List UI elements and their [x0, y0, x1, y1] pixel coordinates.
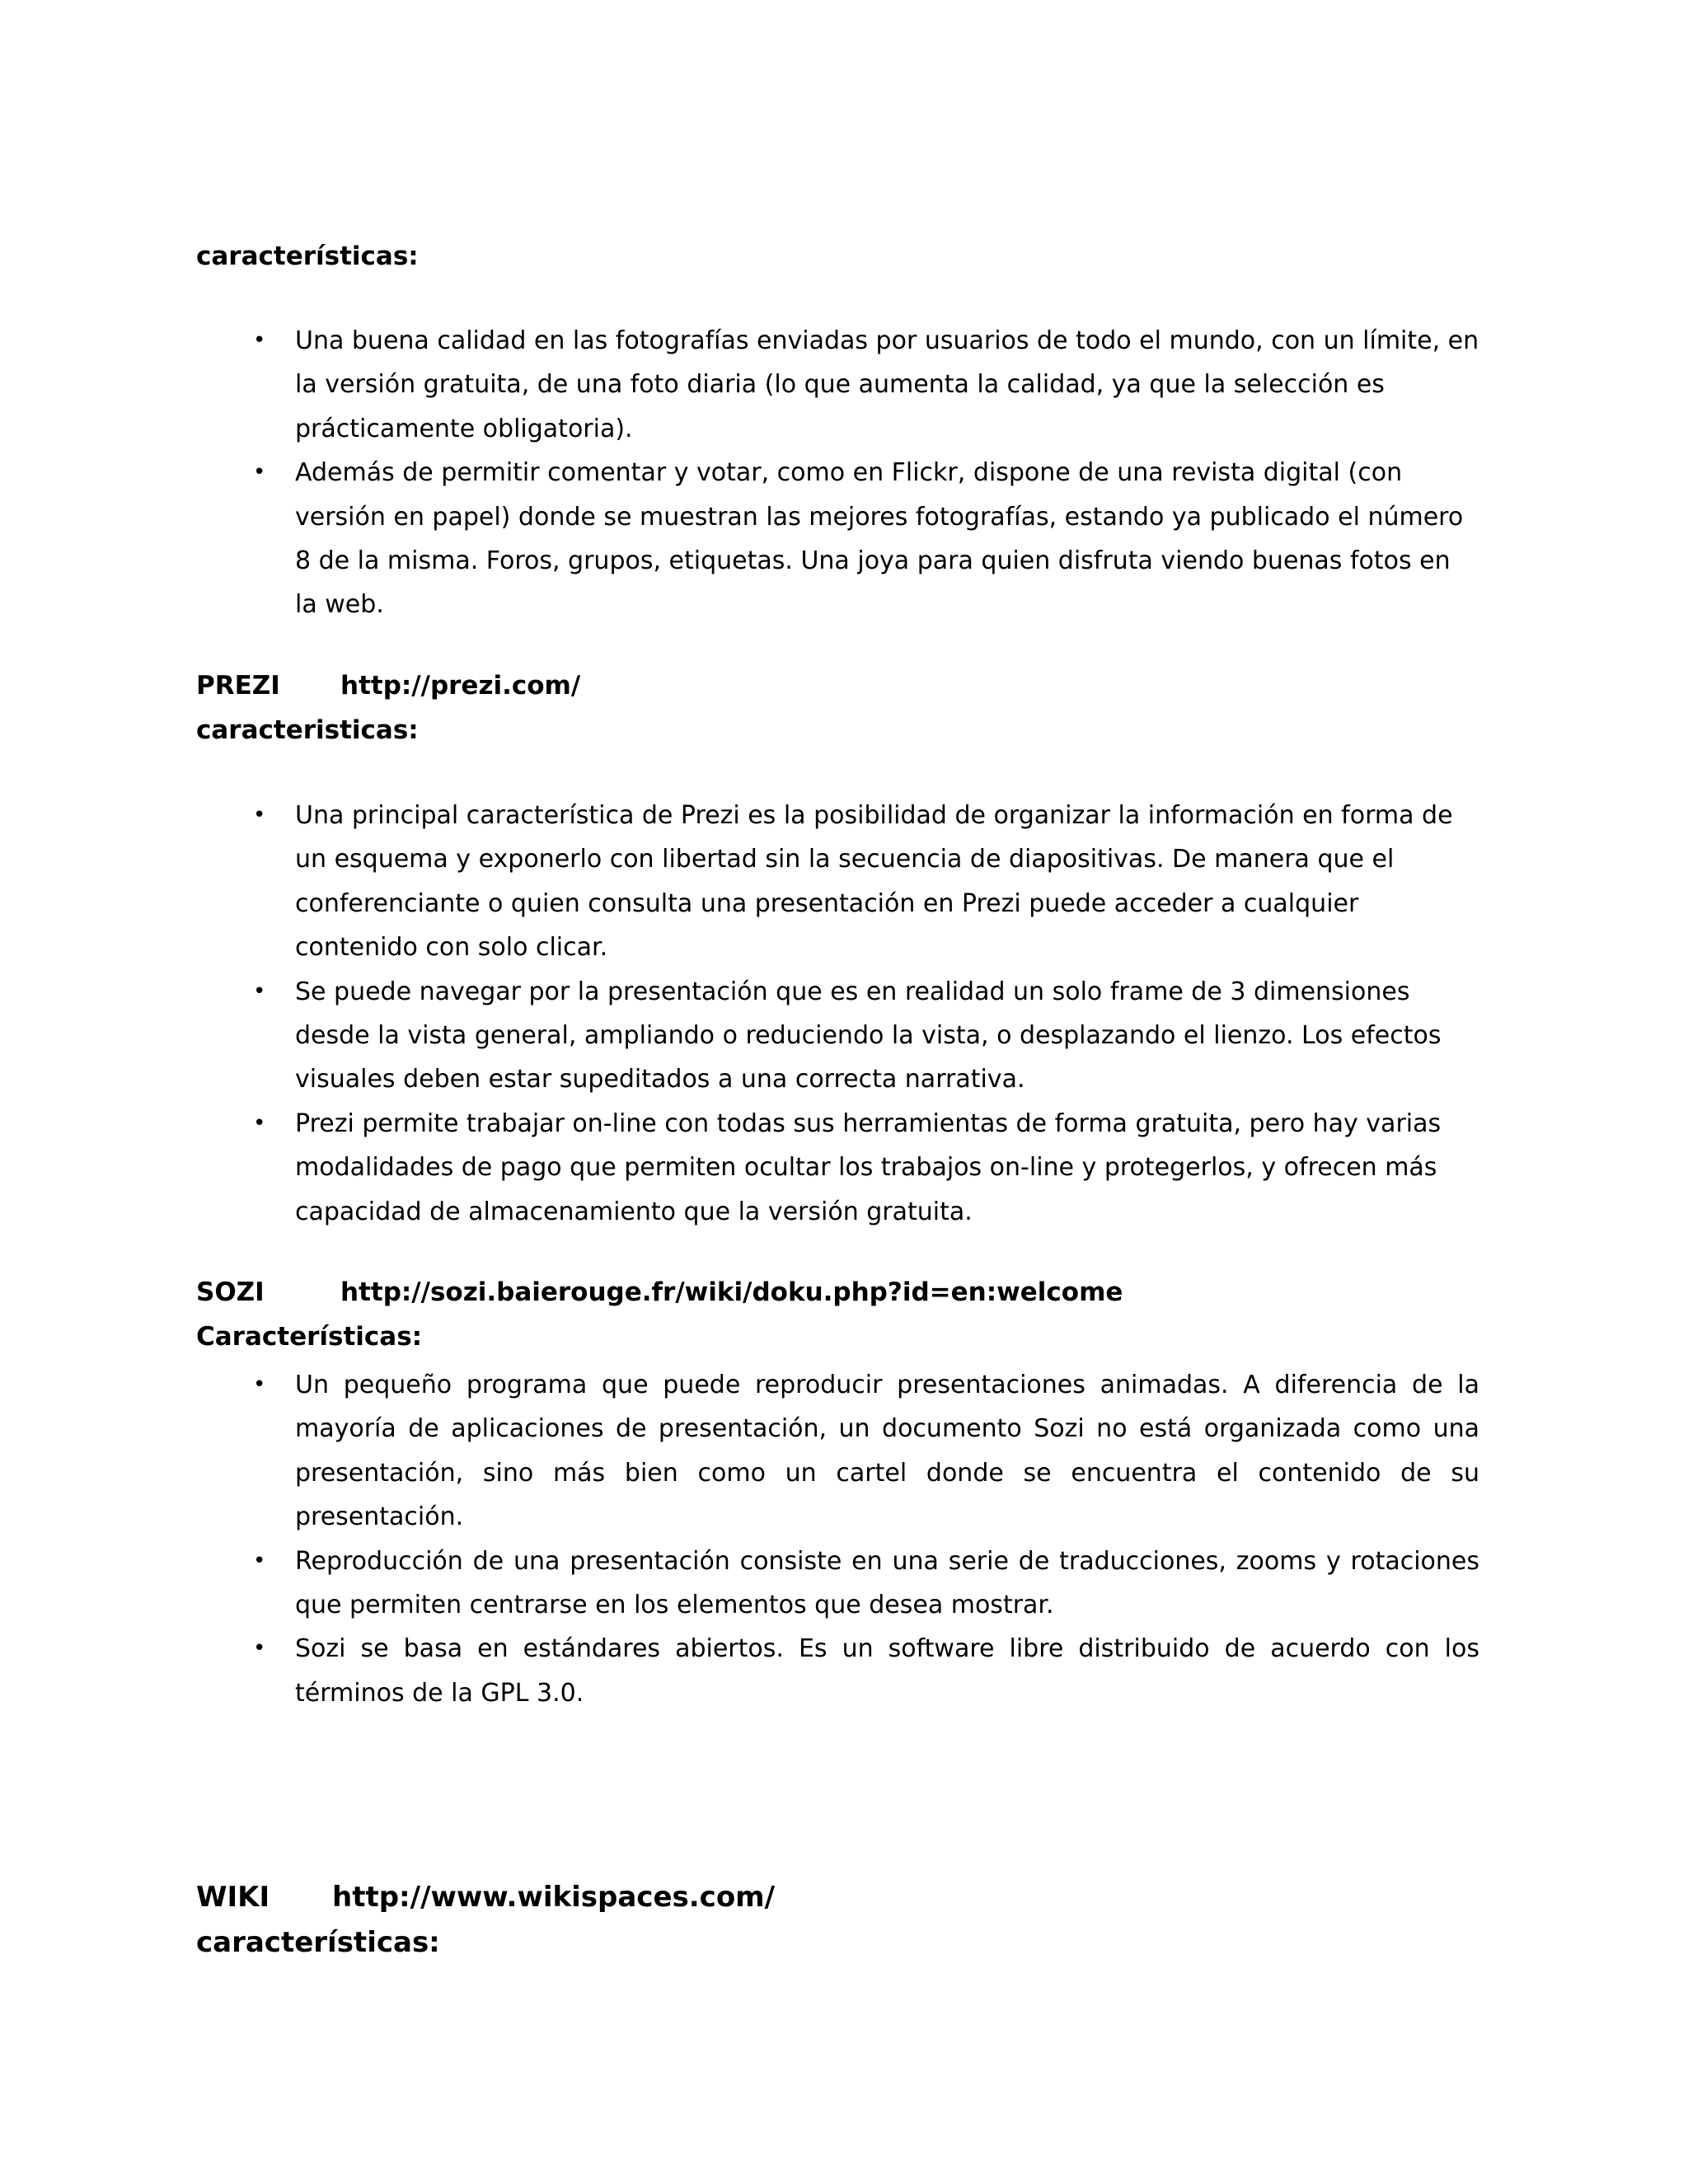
bullet-icon: •	[253, 803, 266, 827]
list-item-text: Reproducción de una presentación consiste en una serie de traducciones, zooms y rotaciones que permiten centrarse en los elementos que desea mostrar.	[295, 1546, 1479, 1620]
list-item	[243, 794, 1479, 970]
tool-url: http://sozi.baierouge.fr/wiki/doku.php?id=en:welcome	[340, 1277, 1123, 1307]
list-item-text: Sozi se basa en estándares abiertos. Es un software libre distribuido de acuerdo con los términos de la GPL 3.0.	[295, 1634, 1479, 1708]
section-label-characteristics: Características:	[196, 1322, 423, 1352]
list-item	[243, 1363, 1479, 1540]
list-item	[243, 451, 1479, 627]
list-item	[243, 970, 1479, 1102]
feature-list-prezi	[243, 794, 1479, 1234]
bullet-icon: •	[253, 328, 266, 353]
bullet-icon: •	[253, 1636, 266, 1661]
list-item-text: Un pequeño programa que puede reproducir presentaciones animadas. A diferencia de la mayoría de aplicaciones de presentación, un documento Sozi no está organizada como una presentación, sino más bien como un cartel donde se encuentra el contenido de su presentación.	[295, 1371, 1479, 1532]
list-item	[243, 1540, 1479, 1628]
list-item-text: Se puede navegar por la presentación que es en realidad un solo frame de 3 dimensiones desde la vista general, ampliando o reduciendo la vista, o desplazando el lienzo. Los efectos visuales deben estar supeditados a una correcta narrativa.	[295, 977, 1442, 1094]
bullet-icon: •	[253, 1110, 266, 1136]
tool-name: SOZI	[196, 1277, 265, 1307]
section-label-characteristics: características:	[196, 241, 419, 271]
section-heading-wiki	[196, 1881, 775, 1914]
feature-list-sozi	[243, 1363, 1479, 1715]
section-label-characteristics: caracteristicas:	[196, 715, 419, 745]
bullet-icon: •	[253, 978, 266, 1004]
list-item-text: Una buena calidad en las fotografías enviadas por usuarios de todo el mundo, con un límite, en la versión gratuita, de una foto diaria (lo que aumenta la calidad, ya que la selección es prácticamente obligatoria).	[295, 326, 1479, 443]
section-label-characteristics: características:	[196, 1926, 440, 1959]
tool-url: http://www.wikispaces.com/	[332, 1881, 776, 1914]
tool-url: http://prezi.com/	[340, 671, 581, 701]
list-item	[243, 1627, 1479, 1715]
feature-list-previous	[243, 319, 1479, 627]
section-heading-sozi	[196, 1276, 1123, 1309]
list-item-text: Además de permitir comentar y votar, como en Flickr, dispone de una revista digital (con versión en papel) donde se muestran las mejores fotografías, estando ya publicado el número 8 de la misma. Foros, grupos, etiquetas. Una joya para quien disfruta viendo buenas fotos en la web.	[295, 458, 1464, 620]
list-item	[243, 319, 1479, 451]
list-item	[243, 1102, 1479, 1234]
list-item-text: Prezi permite trabajar on-line con todas sus herramientas de forma gratuita, pero hay varias modalidades de pago que permiten ocultar los trabajos on-line y protegerlos, y ofrecen más capacidad de almacenamiento que la versión gratuita.	[295, 1108, 1442, 1226]
tool-name: WIKI	[196, 1881, 270, 1914]
bullet-icon: •	[253, 460, 266, 485]
list-item-text: Una principal característica de Prezi es la posibilidad de organizar la información en forma de un esquema y exponerlo con libertad sin la secuencia de diapositivas. De manera que el conferenciante o quien consulta una presentación en Prezi puede acceder a cualquier contenido con solo clicar.	[295, 801, 1453, 963]
section-heading-prezi	[196, 669, 580, 702]
tool-name: PREZI	[196, 671, 280, 701]
bullet-icon: •	[253, 1548, 266, 1573]
bullet-icon: •	[253, 1372, 266, 1397]
